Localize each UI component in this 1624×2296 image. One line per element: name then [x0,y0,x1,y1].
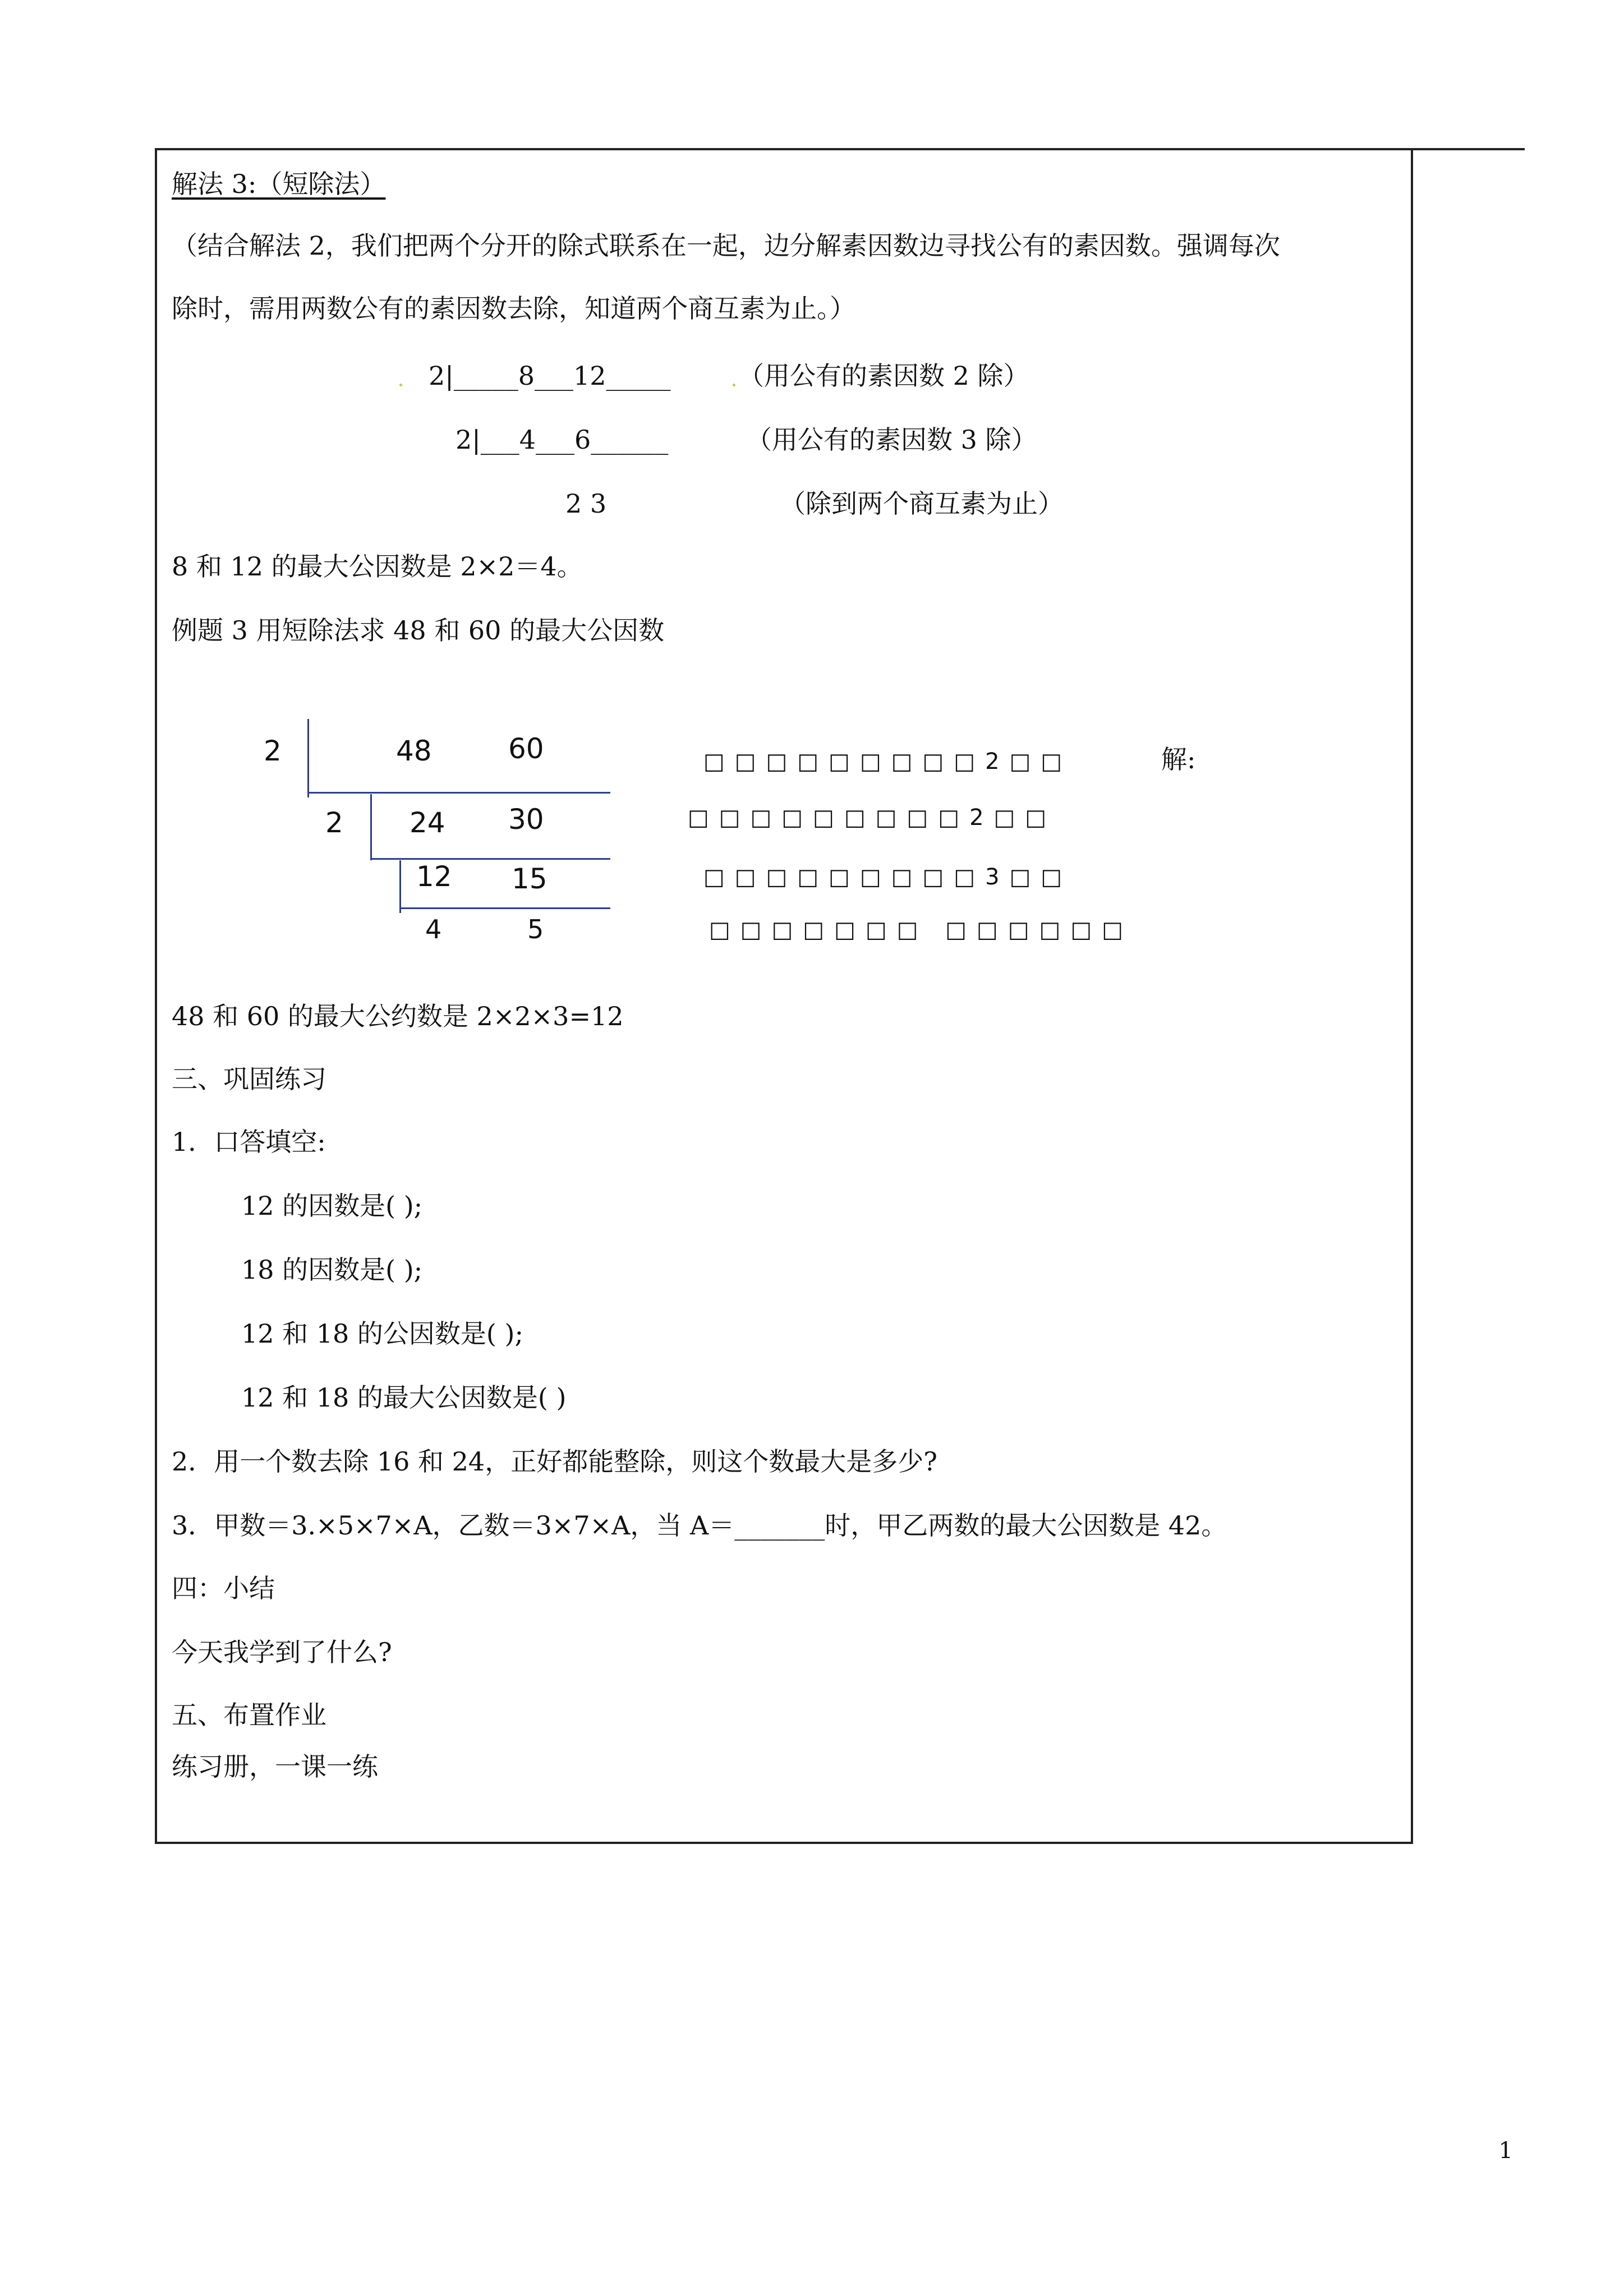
homework: 练习册，一课一练 [172,1751,378,1782]
diagram-vline-1 [307,719,309,797]
division-note-2: （用公有的素因数 3 除） [746,425,1037,455]
intro-line-2: 除时，需用两数公有的素因数去除，知道两个商互素为止。） [172,293,855,324]
diagram-hline-2 [370,858,610,860]
solve-label: 解: [1161,744,1196,774]
section-4-heading: 四：小结 [172,1573,275,1603]
intro-line-1: （结合解法 2，我们把两个分开的除式联系在一起，边分解素因数边寻找公有的素因数。强调每次 [172,230,1280,261]
garbled-line-3: □□□□□□□□□3□□ [703,864,1073,890]
question-1: 1．口答填空: [172,1127,326,1157]
division-note-1: （用公有的素因数 2 除） [738,361,1029,391]
division-row-3: 2 3 [565,488,607,519]
diagram-vline-3 [399,860,401,913]
q1-item-3: 12 和 18 的公因数是( ); [241,1318,523,1349]
q1-item-4: 12 和 18 的最大公因数是( ) [241,1382,567,1413]
question-3: 3．甲数＝3.×5×7×A，乙数＝3×7×A，当 A＝_______时，甲乙两数的最大公因数是 42。 [172,1510,1227,1541]
section-3-heading: 三、巩固练习 [172,1064,326,1094]
diagram-hline-1 [307,792,610,794]
division-row-2: 2|___4___6______ [456,425,669,455]
content-frame [155,148,1413,1844]
section-5-heading: 五、布置作业 [172,1700,326,1730]
speck [399,384,402,386]
method3-title: 解法 3:（短除法） [172,169,386,199]
diagram-cell: 60 [508,732,544,765]
result-1: 8 和 12 的最大公因数是 2×2＝4。 [172,551,583,582]
diagram-hline-3 [399,907,610,909]
diagram-cell: 48 [396,735,432,767]
diagram-divisor-1: 2 [264,735,282,767]
speck [733,384,735,386]
diagram-cell: 24 [410,806,445,839]
diagram-divisor-2: 2 [325,806,343,839]
diagram-vline-2 [370,794,372,860]
diagram-cell: 30 [508,803,544,836]
garbled-line-2: □□□□□□□□□2□□ [688,805,1057,831]
diagram-cell: 15 [512,863,548,895]
summary-prompt: 今天我学到了什么? [172,1637,392,1667]
diagram-cell: 12 [416,860,452,893]
result-2: 48 和 60 的最大公约数是 2×2×3=12 [172,1001,624,1031]
q1-item-1: 12 的因数是( ); [241,1191,423,1221]
garbled-line-1: □□□□□□□□□2□□ [703,749,1073,774]
example-3: 例题 3 用短除法求 48 和 60 的最大公因数 [172,615,665,646]
division-note-3: （除到两个商互素为止） [780,488,1064,519]
diagram-cell: 4 [425,914,442,944]
garbled-line-4: □□□□□□□ □□□□□□ [709,917,1134,943]
page-number: 1 [1498,2138,1513,2164]
diagram-cell: 5 [527,914,544,944]
question-2: 2．用一个数去除 16 和 24，正好都能整除，则这个数最大是多少? [172,1446,937,1477]
q1-item-2: 18 的因数是( ); [241,1255,423,1285]
division-row-1: 2|_____8___12_____ [429,361,671,391]
